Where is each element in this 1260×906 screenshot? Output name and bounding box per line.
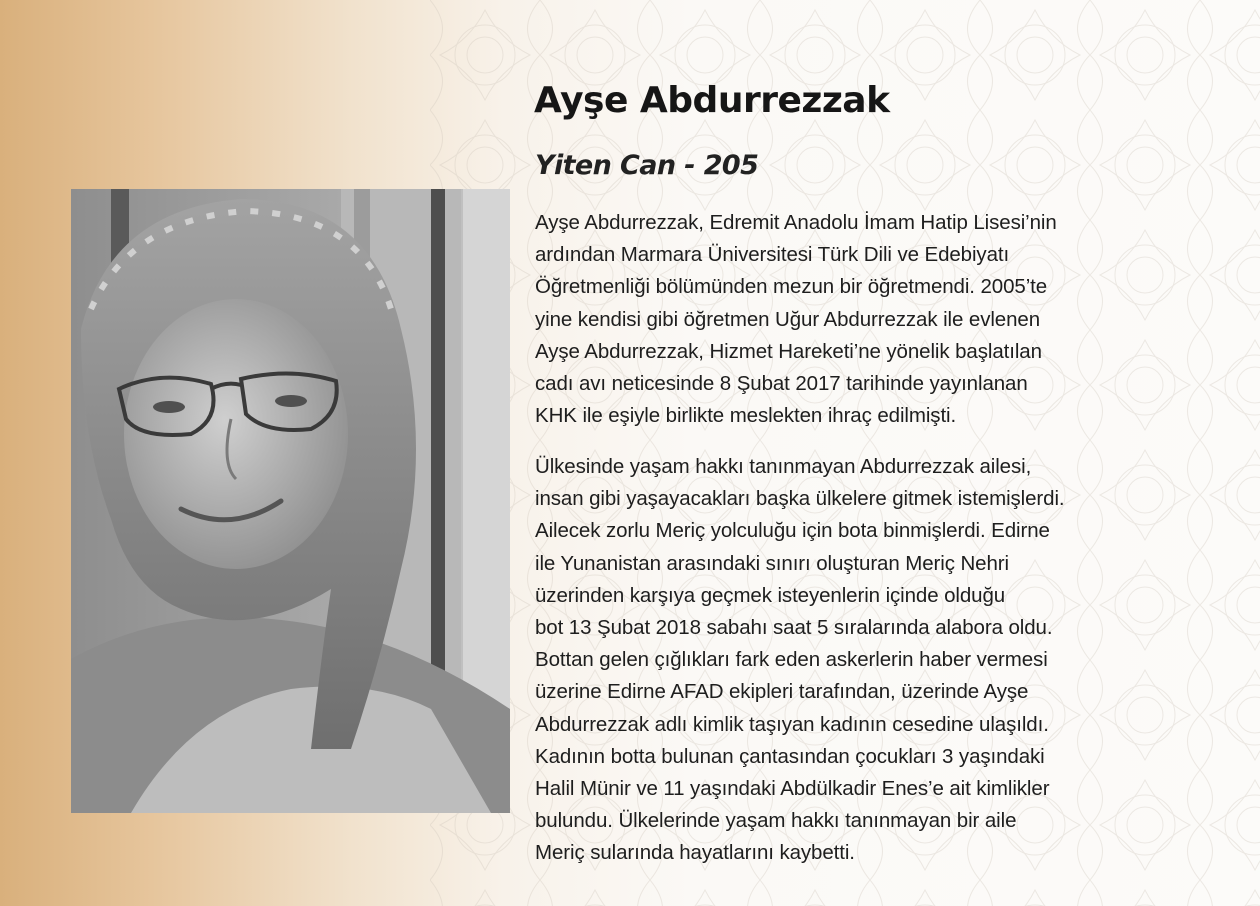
text-line: KHK ile eşiyle birlikte meslekten ihraç edilmişti.	[535, 404, 957, 428]
story-paragraph	[535, 451, 1065, 870]
text-line: Ailecek zorlu Meriç yolculuğu için bota binmişlerdi. Edirne	[535, 519, 1050, 543]
text-line: bot 13 Şubat 2018 sabahı saat 5 sıralarında alabora oldu.	[535, 616, 1053, 640]
person-name-title: Ayşe Abdurrezzak	[534, 80, 890, 121]
text-line: Ülkesinde yaşam hakkı tanınmayan Abdurrezzak ailesi,	[535, 455, 1032, 478]
text-line: Ayşe Abdurrezzak, Edremit Anadolu İmam Hatip Lisesi’nin	[535, 211, 1057, 234]
text-line: ile Yunanistan arasındaki sınırı oluşturan Meriç Nehri	[535, 551, 1009, 575]
text-line: Bottan gelen çığlıkları fark eden askerlerin haber vermesi	[535, 648, 1048, 672]
text-line: yine kendisi gibi öğretmen Uğur Abdurrezzak ile evlenen	[535, 307, 1041, 331]
biography-paragraph	[535, 207, 1057, 432]
text-line: Meriç sularında hayatlarını kaybetti.	[535, 841, 855, 865]
text-line: bulundu. Ülkelerinde yaşam hakkı tanınmayan bir aile	[535, 809, 1017, 833]
text-line: Abdurrezzak adlı kimlik taşıyan kadının cesedine ulaşıldı.	[535, 712, 1049, 736]
book-reference-subtitle: Yiten Can - 205	[535, 150, 759, 181]
text-line: Ayşe Abdurrezzak, Hizmet Hareketi’ne yönelik başlatılan	[535, 339, 1042, 363]
text-line: ardından Marmara Üniversitesi Türk Dili ve Edebiyatı	[535, 243, 1010, 267]
text-line: Halil Münir ve 11 yaşındaki Abdülkadir Enes’e ait kimlikler	[535, 777, 1050, 801]
text-line: üzerinden karşıya geçmek isteyenlerin içinde olduğu	[535, 583, 1006, 607]
text-line: Kadının botta bulunan çantasından çocukları 3 yaşındaki	[535, 744, 1045, 768]
portrait-photo	[71, 189, 510, 813]
text-line: üzerine Edirne AFAD ekipleri tarafından, üzerinde Ayşe	[535, 680, 1029, 704]
text-line: cadı avı neticesinde 8 Şubat 2017 tarihinde yayınlanan	[535, 372, 1028, 396]
text-line: Öğretmenliği bölümünden mezun bir öğretmendi. 2005’te	[535, 275, 1048, 299]
text-line: insan gibi yaşayacakları başka ülkelere gitmek istemişlerdi.	[535, 487, 1065, 511]
